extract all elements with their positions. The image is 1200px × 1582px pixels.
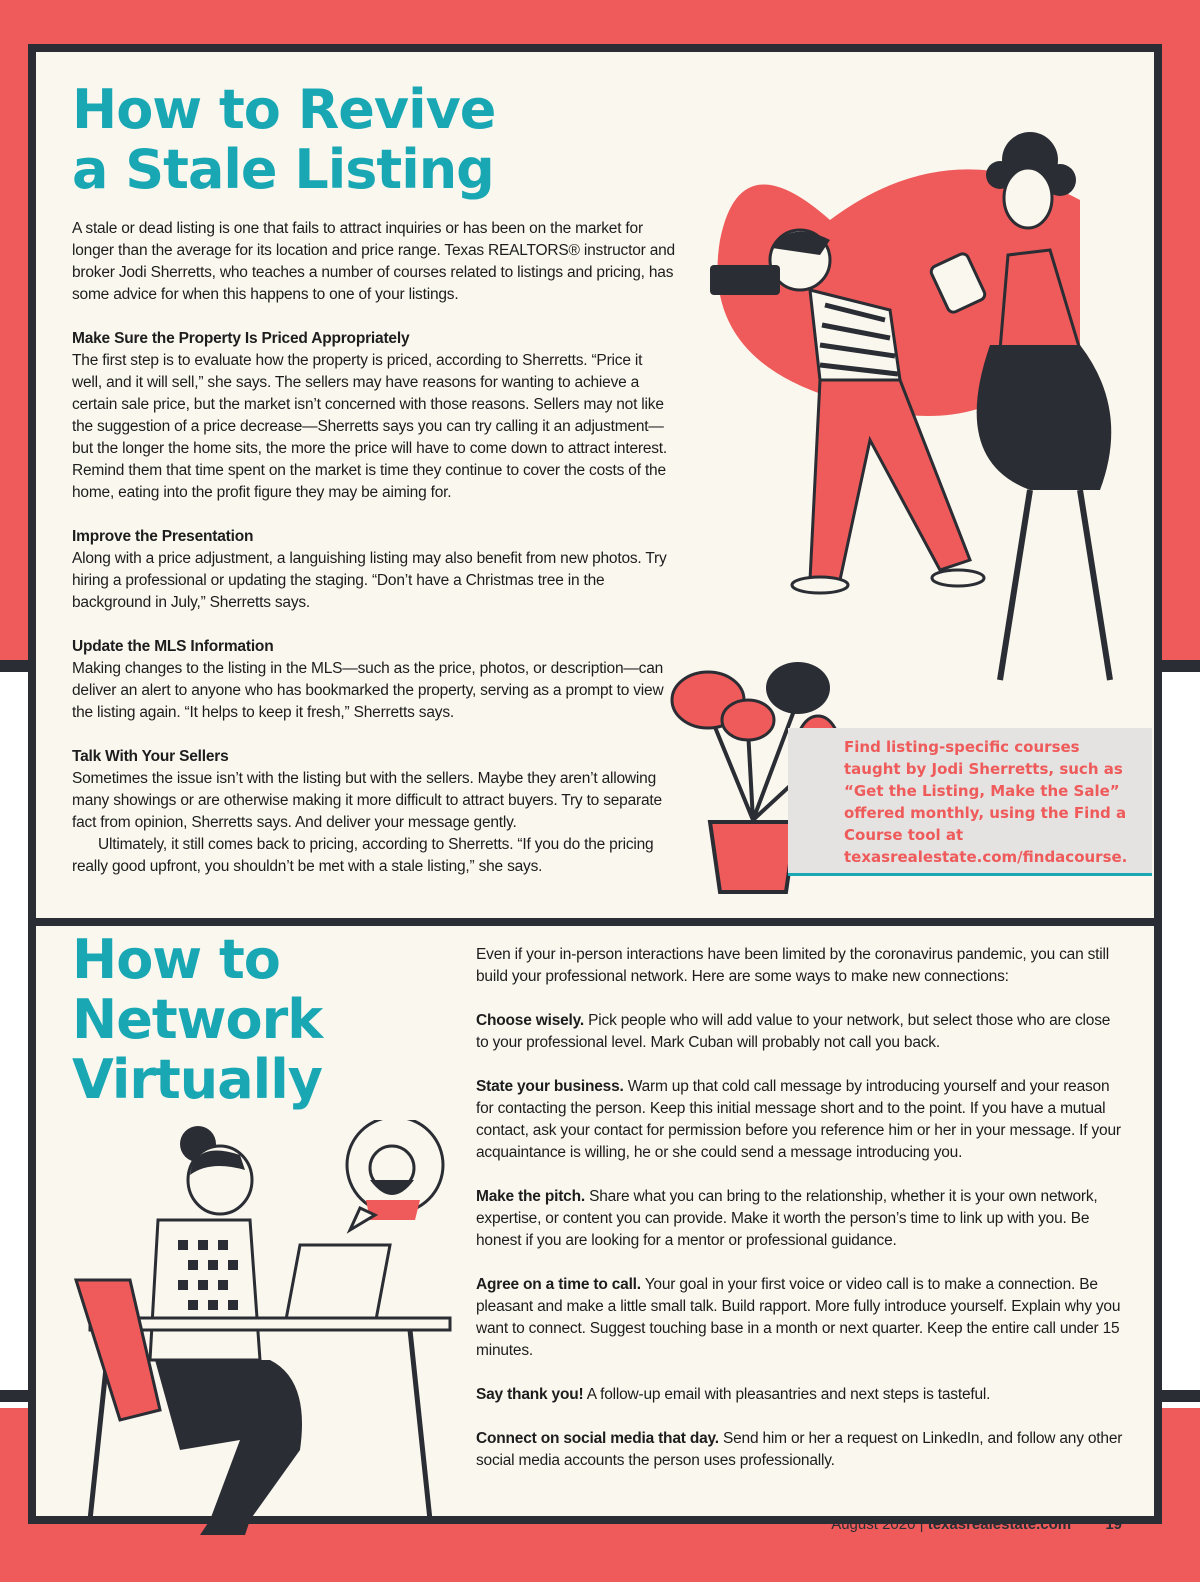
woman-laptop-illustration <box>70 1120 460 1540</box>
tip-paragraph <box>476 1076 1126 1164</box>
tip-lead: Choose wisely. <box>476 1012 585 1029</box>
tip-paragraph <box>476 1428 1126 1472</box>
tip-lead: State your business. <box>476 1078 624 1095</box>
course-callout-box <box>788 728 1152 876</box>
tip-text: Your goal in your first voice or video call is to make a connection. Be pleasant and make a little small talk. Build rapport. More fully introduce yourself. Explain why you want to connect. Suggest touching base in a month or next quarter. Keep the entire call under 15 minutes. <box>476 1276 1121 1359</box>
network-body <box>476 944 1126 1494</box>
tip-text: Share what you can bring to the relationship, whether it is your own network, expertise, or content you can provide. Make it worth the person’s time to link up with you. Be honest if you are looking for a mentor or professional guidance. <box>476 1188 1098 1249</box>
page-footer <box>831 1516 1122 1533</box>
subsection <box>72 328 676 504</box>
stale-listing-body <box>72 218 676 878</box>
tip-text: Pick people who will add value to your network, but select those who are close to your professional level. Mark Cuban will probably not call you back. <box>476 1012 1111 1051</box>
subsection-heading: Improve the Presentation <box>72 528 254 545</box>
title-line: How to Revive <box>72 78 496 141</box>
title-line: How to <box>72 928 280 991</box>
tip-paragraph <box>476 1274 1126 1362</box>
subsection-text: Sometimes the issue isn’t with the listing but with the sellers. Maybe they aren’t allowing many showings or are otherwise making it more difficult to attract buyers. Try to separate fact from opinion, Sherretts says. And deliver your message gently. <box>72 770 662 831</box>
tip-text: Warm up that cold call message by introducing yourself and your reason for contacting the person. Keep this initial message short and to the point. If you have a mutual contact, ask your contact for permission before you reference him or her in your message. If your acquaintance is willing, he or she could send a message introducing you. <box>476 1078 1121 1161</box>
subsection <box>72 526 676 614</box>
issue-date: August 2020 <box>831 1516 916 1533</box>
subsection-text: Along with a price adjustment, a languishing listing may also benefit from new photos. Try hiring a professional or updating the staging. “Don’t have a Christmas tree in the background in July,” Sherretts says. <box>72 550 667 611</box>
tip-text: Send him or her a request on LinkedIn, and follow any other social media accounts the person uses professionally. <box>476 1430 1123 1469</box>
closing-paragraph: Ultimately, it still comes back to pricing, according to Sherretts. “If you do the pricing really good upfront, you shouldn’t be met with a stale listing,” she says. <box>72 836 654 875</box>
section-title-stale-listing <box>72 80 592 200</box>
page-number: 19 <box>1105 1516 1122 1533</box>
callout-text: Find listing-specific courses taught by Jodi Sherretts, such as “Get the Listing, Make the Sale” offered monthly, using the Find a Course tool at texasrealestate.com/findacourse. <box>844 738 1128 866</box>
title-line: Virtually <box>72 1048 322 1111</box>
subsection <box>72 636 676 724</box>
footer-separator: | <box>919 1516 924 1533</box>
footer-website-link[interactable]: texasrealestate.com <box>927 1516 1072 1533</box>
tip-paragraph <box>476 1384 1126 1406</box>
subsection-text: The first step is to evaluate how the property is priced, according to Sherretts. “Price it well, and it will sell,” she says. The sellers may have reasons for wanting to achieve a certain sale price, but the market isn’t concerned with those reasons. Sellers may not like the suggestion of a price decrease—Sherretts says you can try calling it an adjustment—but the longer the home sits, the more the price will have to come down to attract interest. Remind them that time spent on the market is time they continue to cover the costs of the home, eating into the profit figure they may be aiming for. <box>72 352 668 501</box>
tip-paragraph <box>476 1186 1126 1252</box>
tip-lead: Agree on a time to call. <box>476 1276 641 1293</box>
tip-paragraph <box>476 1010 1126 1054</box>
subsection-heading: Update the MLS Information <box>72 638 274 655</box>
tip-text: A follow-up email with pleasantries and next steps is tasteful. <box>583 1386 991 1403</box>
subsection-heading: Make Sure the Property Is Priced Appropriately <box>72 330 410 347</box>
intro-paragraph: Even if your in-person interactions have been limited by the coronavirus pandemic, you can still build your professional network. Here are some ways to make new connections: <box>476 946 1110 985</box>
intro-paragraph: A stale or dead listing is one that fails to attract inquiries or has been on the market for longer than the average for its location and price range. Texas REALTORS® instructor and broker Jodi Sherretts, who teaches a number of courses related to listings and pricing, has some advice for when this happens to one of your listings. <box>72 220 675 303</box>
subsection-text: Making changes to the listing in the MLS—such as the price, photos, or description—can deliver an alert to anyone who has bookmarked the property, serving as a prompt to view the listing again. “It helps to keep it fresh,” Sherretts says. <box>72 660 664 721</box>
subsection-heading: Talk With Your Sellers <box>72 748 229 765</box>
title-line: Network <box>72 988 323 1051</box>
photographer-illustration <box>700 80 1152 700</box>
title-line: a Stale Listing <box>72 138 494 201</box>
subsection <box>72 746 676 834</box>
tip-lead: Say thank you! <box>476 1386 584 1403</box>
tip-lead: Make the pitch. <box>476 1188 585 1205</box>
tip-lead: Connect on social media that day. <box>476 1430 719 1447</box>
section-title-network <box>72 930 452 1110</box>
